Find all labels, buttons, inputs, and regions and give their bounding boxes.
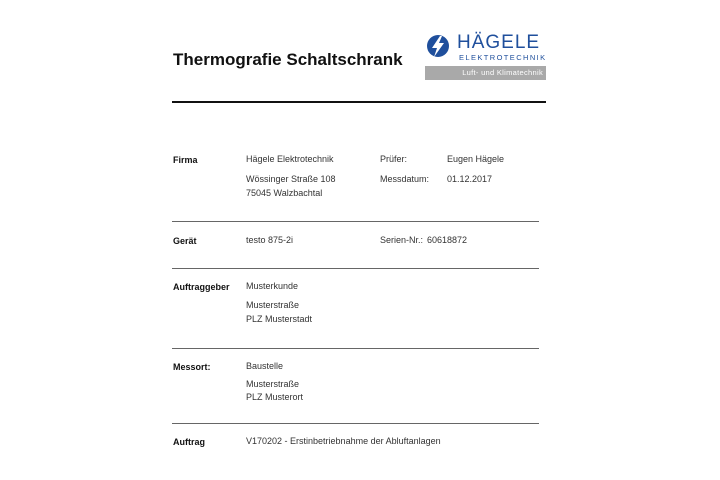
serial-label: Serien-Nr.: <box>380 235 424 245</box>
messdatum-label: Messdatum: <box>380 174 430 184</box>
lightning-bolt-icon <box>426 33 452 59</box>
firma-street: Wössinger Straße 108 <box>246 174 336 184</box>
geraet-label: Gerät <box>173 236 197 246</box>
section-divider <box>172 268 539 269</box>
serial-value: 60618872 <box>427 235 468 245</box>
auftraggeber-name: Musterkunde <box>246 281 299 291</box>
geraet-model: testo 875-2i <box>246 235 294 245</box>
pruefer-value: Eugen Hägele <box>447 154 505 164</box>
logo-subtitle: ELEKTROTECHNIK <box>459 53 547 62</box>
messort-name: Baustelle <box>246 361 284 371</box>
messort-label: Messort: <box>173 362 211 372</box>
section-divider <box>172 423 539 424</box>
section-divider <box>172 348 539 349</box>
pruefer-label: Prüfer: <box>380 154 408 164</box>
logo-name: HÄGELE <box>457 32 541 53</box>
section-divider <box>172 221 539 222</box>
firma-city: 75045 Walzbachtal <box>246 188 323 198</box>
logo-tagline: Luft- und Klimatechnik <box>462 68 543 77</box>
auftrag-text: V170202 - Erstinbetriebnahme der Abluftanlagen <box>246 436 441 446</box>
messdatum-value: 01.12.2017 <box>447 174 493 184</box>
auftraggeber-street: Musterstraße <box>246 300 300 310</box>
firma-label: Firma <box>173 155 198 165</box>
auftraggeber-label: Auftraggeber <box>173 282 230 292</box>
firma-name: Hägele Elektrotechnik <box>246 154 334 164</box>
auftrag-label: Auftrag <box>173 437 205 447</box>
messort-street: Musterstraße <box>246 379 300 389</box>
document-title: Thermografie Schaltschrank <box>173 50 403 69</box>
messort-city: PLZ Musterort <box>246 392 304 402</box>
auftraggeber-city: PLZ Musterstadt <box>246 314 313 324</box>
header-divider <box>172 101 546 103</box>
